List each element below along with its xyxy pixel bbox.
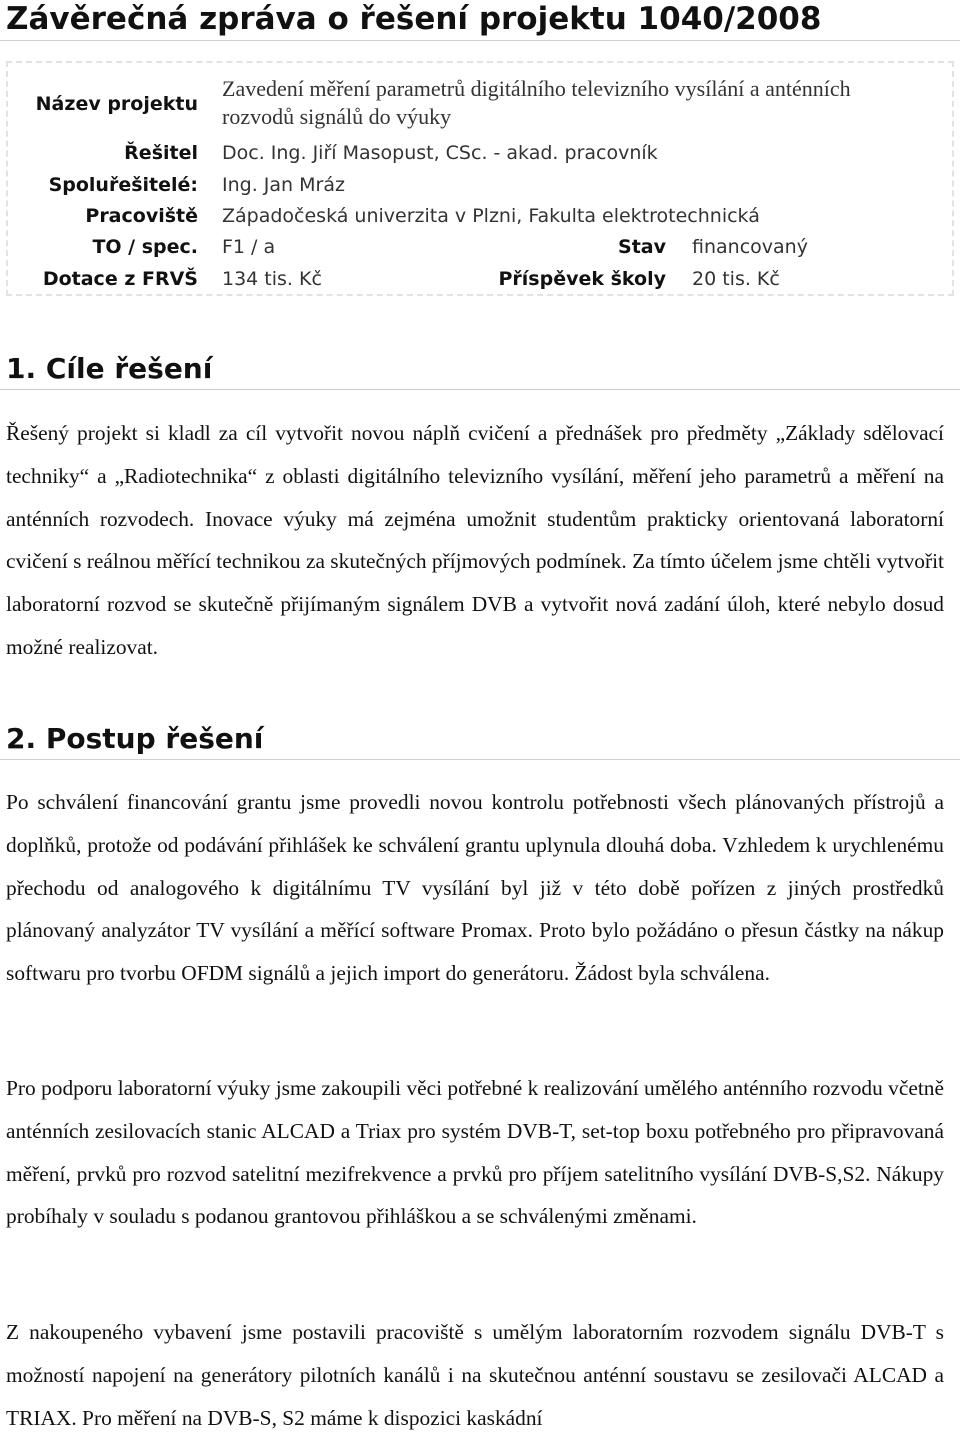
procedure-paragraph-1: Po schválení financování grantu jsme provedli novou kontrolu potřebnosti všech plánovaných přístrojů a doplňků, protože od podávání přihlášek ke schválení grantu uplynula dlouhá doba. Vzhledem k urychlenému přechodu od analogového k digitálnímu TV vysílání byl již v této době pořízen z jiných prostředků plánovaný analyzátor TV vysílání a měřící software Promax. Proto bylo požádáno o přesun částky na nákup softwaru pro tvorbu OFDM signálů a jejich import do generátoru. Žádost byla schválena. (6, 790, 944, 986)
section-divider-goals (0, 389, 960, 390)
subsidy-value: 134 tis. Kč (222, 268, 322, 290)
school-contribution-label: Příspěvek školy (498, 268, 666, 290)
to-spec-value: F1 / a (222, 236, 276, 258)
workplace-value: Západočeská univerzita v Plzni, Fakulta elektrotechnická (222, 205, 760, 227)
to-spec-label: TO / spec. (92, 236, 198, 258)
subsidy-label: Dotace z FRVŠ (42, 268, 198, 290)
solver-label: Řešitel (124, 142, 198, 164)
title-divider (0, 40, 960, 41)
section-heading-goals: 1. Cíle řešení (6, 352, 213, 385)
goals-paragraph: Řešený projekt si kladl za cíl vytvořit novou náplň cvičení a přednášek pro předměty „Základy sdělovací techniky“ a „Radiotechnika“ z oblasti digitálního televizního vysílání, měření jeho parametrů a měření na anténních rozvodech. Inovace výuky má zejména umožnit studentům prakticky orientovaná laboratorní cvičení s reálnou měřící technikou za skutečných příjmových podmínek. Za tímto účelem jsme chtěli vytvořit laboratorní rozvod se skutečně přijímaným signálem DVB a vytvořit nová zadání úloh, které nebylo dosud možné realizovat. (6, 421, 944, 659)
status-value: financovaný (692, 236, 808, 258)
school-contribution-value: 20 tis. Kč (692, 268, 780, 290)
procedure-paragraph-3: Z nakoupeného vybavení jsme postavili pracoviště s umělým laboratorním rozvodem signálu DVB-T s možností napojení na generátory pilotních kanálů i na skutečnou anténní soustavu se zesilovači ALCAD a TRIAX. Pro měření na DVB-S, S2 máme k dispozici kaskádní (6, 1320, 944, 1430)
document-title: Závěrečná zpráva o řešení projektu 1040/2008 (6, 1, 822, 37)
section-divider-procedure (0, 759, 960, 760)
procedure-paragraph-2: Pro podporu laboratorní výuky jsme zakoupili věci potřebné k realizování umělého anténního rozvodu včetně anténních zesilovacích stanic ALCAD a Triax pro systém DVB-T, set-top boxu potřebného pro připravovaná měření, prvků pro rozvod satelitní mezifrekvence a prvků pro příjem satelitního vysílání DVB-S,S2. Nákupy probíhaly v souladu s podanou grantovou přihláškou a se schválenými změnami. (6, 1076, 944, 1229)
section-heading-procedure: 2. Postup řešení (6, 722, 264, 755)
project-info-box (6, 61, 954, 296)
status-label: Stav (618, 236, 666, 258)
cosolvers-value: Ing. Jan Mráz (222, 174, 345, 196)
project-name-value-line2: rozvodů signálů do výuky (222, 104, 452, 129)
project-name-value-line1: Zavedení měření parametrů digitálního televizního vysílání a anténních (222, 76, 851, 101)
project-name-label: Název projektu (35, 93, 198, 115)
workplace-label: Pracoviště (85, 205, 198, 227)
solver-value: Doc. Ing. Jiří Masopust, CSc. - akad. pracovník (222, 142, 658, 164)
cosolvers-label: Spoluřešitelé: (48, 174, 198, 196)
